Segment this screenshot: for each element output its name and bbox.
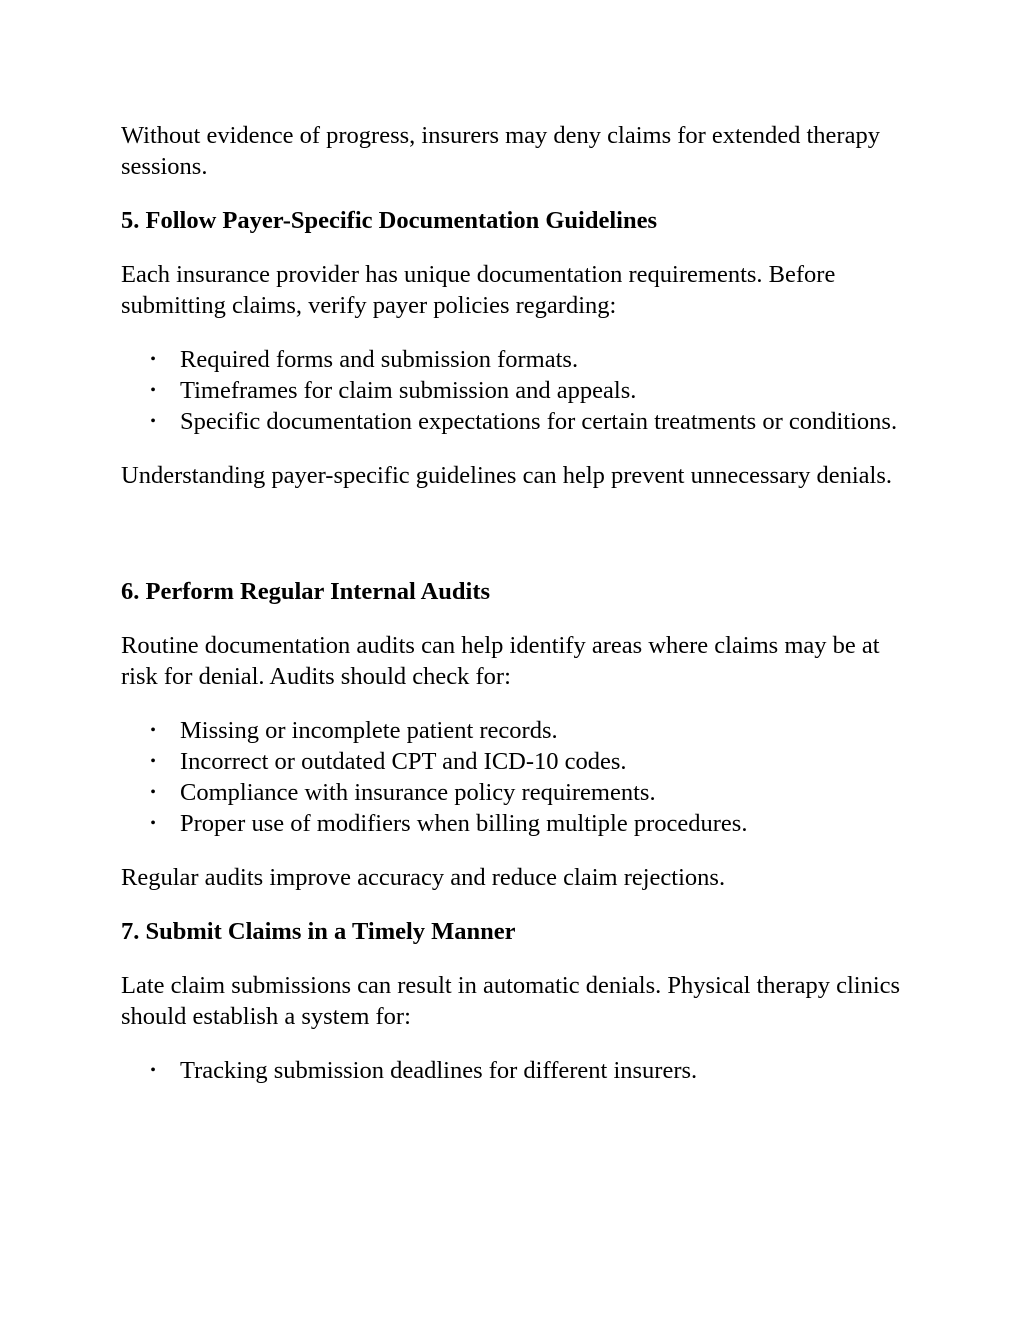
paragraph-audits-intro: Routine documentation audits can help identify areas where claims may be at risk for denial. Audits should check for: [121, 632, 880, 690]
paragraph-payer-summary: Understanding payer-specific guidelines can help prevent unnecessary denials. [121, 462, 892, 489]
list-item: • Timeframes for claim submission and appeals. [180, 375, 921, 406]
list-payer-policies [121, 344, 921, 437]
heading-timely-claims: 7. Submit Claims in a Timely Manner [121, 918, 516, 945]
paragraph-audits-summary: Regular audits improve accuracy and reduce claim rejections. [121, 864, 726, 891]
paragraph-progress-evidence: Without evidence of progress, insurers may deny claims for extended therapy sessions. [121, 122, 880, 180]
list-item: • Tracking submission deadlines for different insurers. [180, 1055, 921, 1086]
bullet-icon: • [150, 753, 156, 770]
bullet-icon: • [150, 1062, 156, 1079]
bullet-icon: • [150, 784, 156, 801]
bullet-icon: • [150, 351, 156, 368]
bullet-icon: • [150, 382, 156, 399]
list-audit-checks [121, 715, 921, 839]
heading-internal-audits: 6. Perform Regular Internal Audits [121, 578, 491, 605]
paragraph-payer-requirements: Each insurance provider has unique documentation requirements. Before submitting claims, verify payer policies regarding: [121, 261, 836, 319]
list-item: • Missing or incomplete patient records. [180, 715, 921, 746]
bullet-icon: • [150, 815, 156, 832]
list-submission-system [121, 1055, 921, 1086]
list-item: • Required forms and submission formats. [180, 344, 921, 375]
bullet-icon: • [150, 722, 156, 739]
document-page [121, 120, 921, 1086]
list-item: • Specific documentation expectations for certain treatments or conditions. [180, 406, 921, 437]
heading-payer-guidelines: 5. Follow Payer-Specific Documentation Guidelines [121, 207, 657, 234]
list-item: • Proper use of modifiers when billing multiple procedures. [180, 808, 921, 839]
paragraph-late-submissions: Late claim submissions can result in automatic denials. Physical therapy clinics should establish a system for: [121, 972, 901, 1030]
list-item: • Incorrect or outdated CPT and ICD-10 codes. [180, 746, 921, 777]
bullet-icon: • [150, 413, 156, 430]
list-item: • Compliance with insurance policy requirements. [180, 777, 921, 808]
